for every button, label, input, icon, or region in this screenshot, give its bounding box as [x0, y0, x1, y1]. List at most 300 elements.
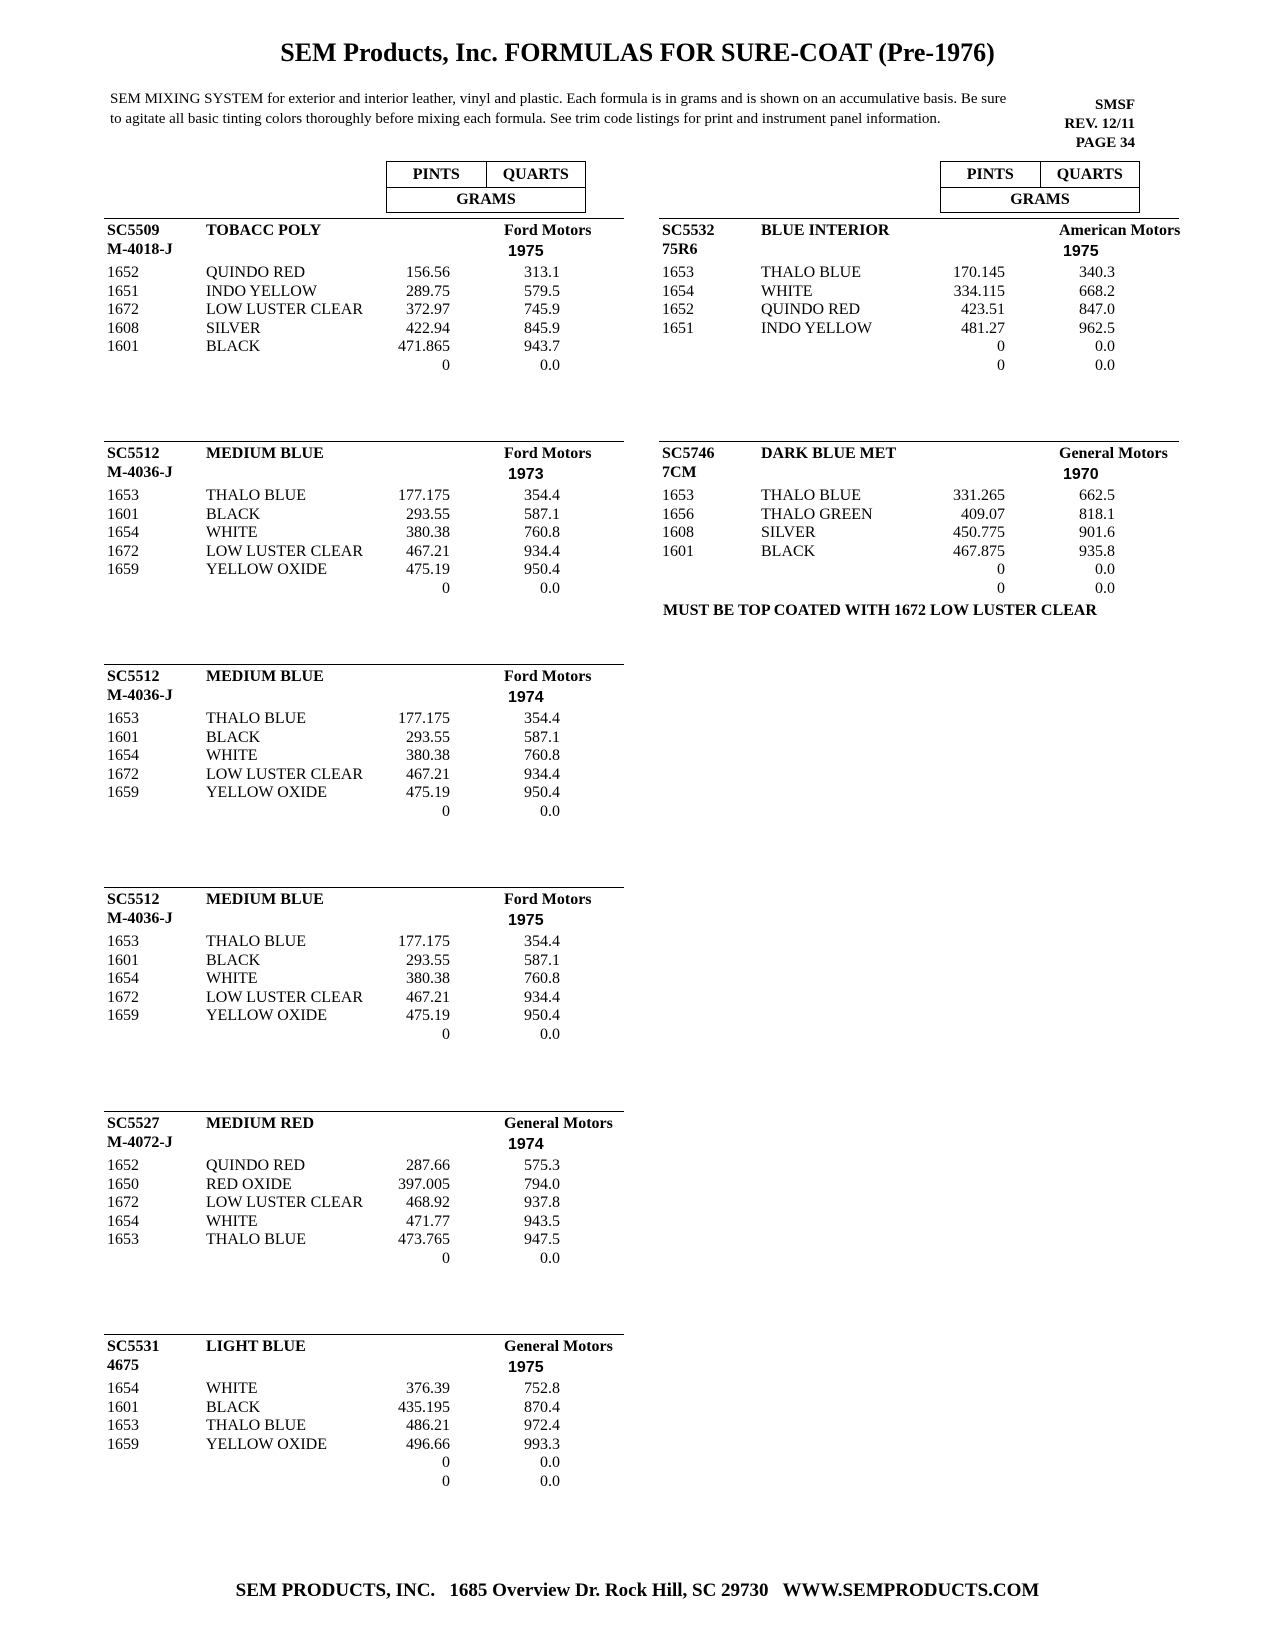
quarts-grams: 587.1 [524, 728, 560, 746]
formula-block [104, 1111, 624, 1269]
color-name: SILVER [761, 524, 816, 542]
pints-grams: 496.66 [406, 1435, 450, 1453]
formula-code: SC5527 [107, 1115, 160, 1132]
formula-name: BLUE INTERIOR [761, 222, 890, 239]
ingredient-row [104, 1473, 624, 1492]
pints-grams: 293.55 [406, 505, 450, 523]
color-code: 1654 [107, 747, 139, 765]
quarts-grams: 0.0 [540, 579, 560, 597]
color-code: 1653 [662, 264, 694, 281]
quarts-grams: 354.4 [524, 487, 560, 504]
formula-name: DARK BLUE MET [761, 445, 897, 462]
units-header-left [386, 161, 586, 213]
quarts-grams: 934.4 [524, 765, 560, 783]
formula-name: MEDIUM BLUE [206, 891, 324, 908]
formula-subheader [104, 1357, 624, 1378]
ingredient-row [104, 283, 624, 302]
color-code: 1601 [107, 951, 139, 969]
pints-grams: 422.94 [406, 319, 450, 337]
quarts-grams: 947.5 [524, 1231, 560, 1249]
model-year: 1975 [508, 1359, 544, 1376]
model-year: 1973 [508, 466, 544, 483]
pints-grams: 293.55 [406, 951, 450, 969]
page-footer: SEM PRODUCTS, INC. 1685 Overview Dr. Rock Hill, SC 29730 WWW.SEMPRODUCTS.COM [235, 1580, 1040, 1601]
color-name: WHITE [206, 1380, 258, 1397]
color-name: QUINDO RED [206, 264, 306, 281]
ingredient-row [659, 301, 1179, 320]
manufacturer: General Motors [1059, 445, 1168, 462]
ingredient-row [659, 543, 1179, 562]
page-title: SEM Products, Inc. FORMULAS FOR SURE-COAT (Pre-1976) [280, 38, 995, 67]
quarts-grams: 0.0 [540, 802, 560, 820]
pints-grams: 0 [997, 561, 1005, 579]
pints-grams: 331.265 [953, 487, 1005, 504]
ingredient-row [104, 1454, 624, 1473]
ingredient-list [104, 710, 624, 822]
pints-grams: 467.21 [406, 542, 450, 560]
manufacturer: General Motors [504, 1338, 613, 1355]
ingredient-row [104, 710, 624, 729]
pints-grams: 0 [997, 579, 1005, 597]
color-code: 1652 [107, 264, 139, 281]
ingredient-list [104, 487, 624, 599]
quarts-grams: 668.2 [1079, 282, 1115, 300]
grams-label: GRAMS [456, 191, 516, 208]
ingredient-row [104, 1007, 624, 1026]
color-name: SILVER [206, 319, 261, 337]
pints-label: PINTS [966, 166, 1014, 183]
trim-code: M-4036-J [107, 687, 173, 704]
color-code: 1654 [107, 1380, 139, 1397]
color-name: WHITE [206, 970, 258, 988]
trim-code: 4675 [107, 1357, 139, 1374]
formula-subheader [659, 241, 1179, 262]
ingredient-row [104, 1194, 624, 1213]
model-year: 1974 [508, 689, 544, 706]
model-year: 1970 [1063, 466, 1099, 483]
color-name: LOW LUSTER CLEAR [206, 1194, 364, 1212]
color-name: THALO GREEN [761, 505, 873, 523]
color-name: INDO YELLOW [206, 282, 317, 300]
formula-header [104, 445, 624, 464]
formula-name: MEDIUM RED [206, 1115, 314, 1132]
ingredient-row [104, 301, 624, 320]
ingredient-row [104, 970, 624, 989]
quarts-grams: 935.8 [1079, 542, 1115, 560]
formula-block [659, 218, 1179, 376]
quarts-grams: 0.0 [1095, 356, 1115, 374]
color-code: 1659 [107, 1435, 139, 1453]
formula-code: SC5512 [107, 668, 160, 685]
quarts-grams: 0.0 [540, 1454, 560, 1472]
quarts-grams: 752.8 [524, 1380, 560, 1397]
quarts-grams: 0.0 [1095, 579, 1115, 597]
color-code: 1651 [662, 319, 694, 337]
formula-header [104, 668, 624, 687]
pints-grams: 0 [442, 802, 450, 820]
color-code: 1653 [107, 1231, 139, 1249]
color-name: THALO BLUE [206, 487, 306, 504]
pints-grams: 481.27 [961, 319, 1005, 337]
color-name: QUINDO RED [761, 301, 861, 319]
formula-subheader [659, 464, 1179, 485]
ingredient-row [104, 803, 624, 822]
color-name: YELLOW OXIDE [206, 1007, 328, 1025]
formula-block [104, 441, 624, 599]
color-code: 1653 [107, 1417, 139, 1435]
quarts-grams: 579.5 [524, 282, 560, 300]
color-code: 1608 [107, 319, 139, 337]
quarts-grams: 934.4 [524, 988, 560, 1006]
trim-code: M-4072-J [107, 1134, 173, 1151]
quarts-grams: 354.4 [524, 710, 560, 727]
quarts-grams: 0.0 [540, 1249, 560, 1267]
color-code: 1653 [662, 487, 694, 504]
ingredient-row [104, 357, 624, 376]
model-year: 1974 [508, 1136, 544, 1153]
quarts-grams: 0.0 [1095, 338, 1115, 356]
pints-grams: 471.865 [398, 338, 450, 356]
page-number: PAGE 34 [1075, 135, 1135, 151]
pints-grams: 0 [442, 356, 450, 374]
quarts-grams: 934.4 [524, 542, 560, 560]
color-code: 1601 [107, 505, 139, 523]
quarts-grams: 760.8 [524, 747, 560, 765]
quarts-grams: 901.6 [1079, 524, 1115, 542]
formula-header [104, 1115, 624, 1134]
color-code: 1601 [662, 542, 694, 560]
quarts-grams: 943.7 [524, 338, 560, 356]
color-name: LOW LUSTER CLEAR [206, 765, 364, 783]
quarts-grams: 0.0 [1095, 561, 1115, 579]
ingredient-row [104, 1213, 624, 1232]
formula-block [104, 664, 624, 822]
quarts-grams: 587.1 [524, 505, 560, 523]
formula-block [104, 218, 624, 376]
pints-grams: 435.195 [398, 1398, 450, 1416]
color-name: WHITE [206, 524, 258, 542]
pints-grams: 156.56 [406, 264, 450, 281]
quarts-label: QUARTS [486, 162, 586, 187]
pints-grams: 475.19 [406, 1007, 450, 1025]
formula-subheader [104, 464, 624, 485]
color-name: QUINDO RED [206, 1157, 306, 1174]
units-header-right [940, 161, 1140, 213]
manufacturer: Ford Motors [504, 668, 592, 685]
color-code: 1650 [107, 1175, 139, 1193]
quarts-grams: 993.3 [524, 1435, 560, 1453]
color-name: BLACK [206, 505, 261, 523]
quarts-label: QUARTS [1040, 162, 1140, 187]
ingredient-row [104, 1417, 624, 1436]
color-code: 1672 [107, 988, 139, 1006]
ingredient-row [104, 1380, 624, 1399]
formula-code: SC5509 [107, 222, 160, 239]
ingredient-row [659, 487, 1179, 506]
ingredient-row [104, 320, 624, 339]
formula-block [659, 441, 1179, 599]
formula-subheader [104, 1134, 624, 1155]
formula-subheader [104, 241, 624, 262]
ingredient-list [104, 1380, 624, 1492]
ingredient-row [104, 561, 624, 580]
pints-grams: 177.175 [398, 487, 450, 504]
quarts-grams: 847.0 [1079, 301, 1115, 319]
color-name: THALO BLUE [206, 1231, 306, 1249]
pints-grams: 467.21 [406, 988, 450, 1006]
color-code: 1601 [107, 728, 139, 746]
quarts-grams: 962.5 [1079, 319, 1115, 337]
color-name: YELLOW OXIDE [206, 561, 328, 579]
ingredient-row [104, 1399, 624, 1418]
pints-label: PINTS [412, 166, 460, 183]
formula-block [104, 887, 624, 1045]
quarts-grams: 950.4 [524, 561, 560, 579]
color-name: YELLOW OXIDE [206, 784, 328, 802]
quarts-grams: 354.4 [524, 933, 560, 950]
color-code: 1653 [107, 933, 139, 950]
ingredient-row [659, 506, 1179, 525]
ingredient-row [104, 1157, 624, 1176]
formula-header [104, 891, 624, 910]
ingredient-row [104, 933, 624, 952]
pints-grams: 0 [442, 1249, 450, 1267]
pints-grams: 409.07 [961, 505, 1005, 523]
formula-header [104, 1338, 624, 1357]
pints-grams: 380.38 [406, 970, 450, 988]
color-code: 1672 [107, 765, 139, 783]
trim-code: M-4018-J [107, 241, 173, 258]
quarts-grams: 870.4 [524, 1398, 560, 1416]
pints-grams: 287.66 [406, 1157, 450, 1174]
formula-subheader [104, 910, 624, 931]
document-info [1025, 96, 1135, 153]
pints-grams: 380.38 [406, 524, 450, 542]
ingredient-row [104, 1250, 624, 1269]
quarts-grams: 950.4 [524, 1007, 560, 1025]
quarts-grams: 0.0 [540, 1025, 560, 1043]
manufacturer: General Motors [504, 1115, 613, 1132]
quarts-grams: 972.4 [524, 1417, 560, 1435]
color-name: BLACK [761, 542, 816, 560]
color-name: THALO BLUE [761, 487, 861, 504]
ingredient-row [659, 561, 1179, 580]
formula-name: MEDIUM BLUE [206, 668, 324, 685]
quarts-grams: 950.4 [524, 784, 560, 802]
color-name: THALO BLUE [761, 264, 861, 281]
quarts-grams: 0.0 [540, 356, 560, 374]
color-code: 1601 [107, 1398, 139, 1416]
formula-subheader [104, 687, 624, 708]
ingredient-row [104, 747, 624, 766]
quarts-grams: 0.0 [540, 1472, 560, 1490]
ingredient-row [104, 1176, 624, 1195]
color-code: 1601 [107, 338, 139, 356]
pints-grams: 372.97 [406, 301, 450, 319]
formula-code: SC5512 [107, 445, 160, 462]
ingredient-row [104, 524, 624, 543]
pints-grams: 467.875 [953, 542, 1005, 560]
ingredient-row [104, 729, 624, 748]
pints-grams: 334.115 [953, 282, 1005, 300]
pints-grams: 289.75 [406, 282, 450, 300]
pints-grams: 468.92 [406, 1194, 450, 1212]
ingredient-row [104, 1436, 624, 1455]
formula-block [104, 1334, 624, 1492]
ingredient-row [659, 357, 1179, 376]
pints-grams: 293.55 [406, 728, 450, 746]
pints-grams: 423.51 [961, 301, 1005, 319]
ingredient-row [104, 543, 624, 562]
formula-code: SC5746 [662, 445, 715, 462]
pints-grams: 376.39 [406, 1380, 450, 1397]
model-year: 1975 [1063, 243, 1099, 260]
color-name: WHITE [206, 747, 258, 765]
quarts-grams: 575.3 [524, 1157, 560, 1174]
color-code: 1672 [107, 542, 139, 560]
color-code: 1651 [107, 282, 139, 300]
ingredient-list [659, 487, 1179, 599]
manufacturer: Ford Motors [504, 445, 592, 462]
color-code: 1656 [662, 505, 694, 523]
pints-grams: 0 [997, 356, 1005, 374]
color-name: RED OXIDE [206, 1175, 292, 1193]
ingredient-row [659, 320, 1179, 339]
ingredient-row [104, 952, 624, 971]
color-name: BLACK [206, 951, 261, 969]
ingredient-row [104, 766, 624, 785]
ingredient-row [659, 524, 1179, 543]
pints-grams: 0 [442, 1025, 450, 1043]
pints-grams: 380.38 [406, 747, 450, 765]
color-name: WHITE [761, 282, 813, 300]
formula-code: SC5531 [107, 1338, 160, 1355]
color-name: LOW LUSTER CLEAR [206, 542, 364, 560]
color-name: BLACK [206, 1398, 261, 1416]
manufacturer: Ford Motors [504, 891, 592, 908]
color-name: WHITE [206, 1212, 258, 1230]
pints-grams: 177.175 [398, 933, 450, 950]
color-name: THALO BLUE [206, 933, 306, 950]
quarts-grams: 818.1 [1079, 505, 1115, 523]
ingredient-row [104, 264, 624, 283]
ingredient-row [659, 283, 1179, 302]
pints-grams: 0 [442, 1454, 450, 1472]
color-code: 1654 [107, 1212, 139, 1230]
ingredient-list [104, 1157, 624, 1269]
formula-code: SC5512 [107, 891, 160, 908]
ingredient-row [104, 487, 624, 506]
quarts-grams: 937.8 [524, 1194, 560, 1212]
color-name: LOW LUSTER CLEAR [206, 988, 364, 1006]
color-code: 1659 [107, 784, 139, 802]
color-code: 1652 [662, 301, 694, 319]
manufacturer: Ford Motors [504, 222, 592, 239]
revision: REV. 12/11 [1064, 116, 1135, 132]
color-code: 1653 [107, 710, 139, 727]
formula-name: MEDIUM BLUE [206, 445, 324, 462]
color-name: THALO BLUE [206, 1417, 306, 1435]
pints-grams: 486.21 [406, 1417, 450, 1435]
quarts-grams: 662.5 [1079, 487, 1115, 504]
color-name: INDO YELLOW [761, 319, 872, 337]
color-code: 1608 [662, 524, 694, 542]
color-code: 1654 [662, 282, 694, 300]
ingredient-row [659, 264, 1179, 283]
ingredient-list [104, 933, 624, 1045]
ingredient-row [104, 580, 624, 599]
quarts-grams: 745.9 [524, 301, 560, 319]
pints-grams: 177.175 [398, 710, 450, 727]
color-name: LOW LUSTER CLEAR [206, 301, 364, 319]
color-name: THALO BLUE [206, 710, 306, 727]
ingredient-row [659, 580, 1179, 599]
formula-code: SC5532 [662, 222, 715, 239]
pints-grams: 0 [442, 1472, 450, 1490]
pints-grams: 475.19 [406, 561, 450, 579]
pints-grams: 467.21 [406, 765, 450, 783]
ingredient-row [104, 784, 624, 803]
color-code: 1672 [107, 1194, 139, 1212]
ingredient-row [104, 1026, 624, 1045]
ingredient-row [104, 338, 624, 357]
quarts-grams: 313.1 [524, 264, 560, 281]
topcoat-note: MUST BE TOP COATED WITH 1672 LOW LUSTER CLEAR [663, 602, 1097, 619]
ingredient-list [104, 264, 624, 376]
color-name: YELLOW OXIDE [206, 1435, 328, 1453]
ingredient-row [104, 506, 624, 525]
grams-label: GRAMS [1010, 191, 1070, 208]
doc-code: SMSF [1094, 97, 1135, 113]
pints-grams: 473.765 [398, 1231, 450, 1249]
manufacturer: American Motors [1059, 222, 1181, 239]
trim-code: 7CM [662, 464, 697, 481]
color-code: 1672 [107, 301, 139, 319]
color-code: 1659 [107, 561, 139, 579]
pints-grams: 0 [997, 338, 1005, 356]
quarts-grams: 794.0 [524, 1175, 560, 1193]
color-name: BLACK [206, 728, 261, 746]
ingredient-row [659, 338, 1179, 357]
color-code: 1659 [107, 1007, 139, 1025]
color-name: BLACK [206, 338, 261, 356]
ingredient-list [659, 264, 1179, 376]
model-year: 1975 [508, 243, 544, 260]
pints-grams: 471.77 [406, 1212, 450, 1230]
quarts-grams: 760.8 [524, 524, 560, 542]
model-year: 1975 [508, 912, 544, 929]
quarts-grams: 943.5 [524, 1212, 560, 1230]
color-code: 1652 [107, 1157, 139, 1174]
pints-grams: 0 [442, 579, 450, 597]
formula-name: LIGHT BLUE [206, 1338, 306, 1355]
intro-text: SEM MIXING SYSTEM for exterior and interior leather, vinyl and plastic. Each formula is in grams and is shown on an accumulative basis. Be sure to agitate all basic tinting colors thoroughly before mixing each formula. See trim code listings for print and instrument panel information. [110, 91, 1007, 127]
ingredient-row [104, 1231, 624, 1250]
formula-header [659, 222, 1179, 241]
trim-code: M-4036-J [107, 910, 173, 927]
formula-header [659, 445, 1179, 464]
quarts-grams: 587.1 [524, 951, 560, 969]
color-code: 1654 [107, 524, 139, 542]
pints-grams: 170.145 [953, 264, 1005, 281]
quarts-grams: 760.8 [524, 970, 560, 988]
trim-code: M-4036-J [107, 464, 173, 481]
pints-grams: 397.005 [398, 1175, 450, 1193]
color-code: 1654 [107, 970, 139, 988]
pints-grams: 450.775 [953, 524, 1005, 542]
formula-name: TOBACC POLY [206, 222, 322, 239]
pints-grams: 475.19 [406, 784, 450, 802]
